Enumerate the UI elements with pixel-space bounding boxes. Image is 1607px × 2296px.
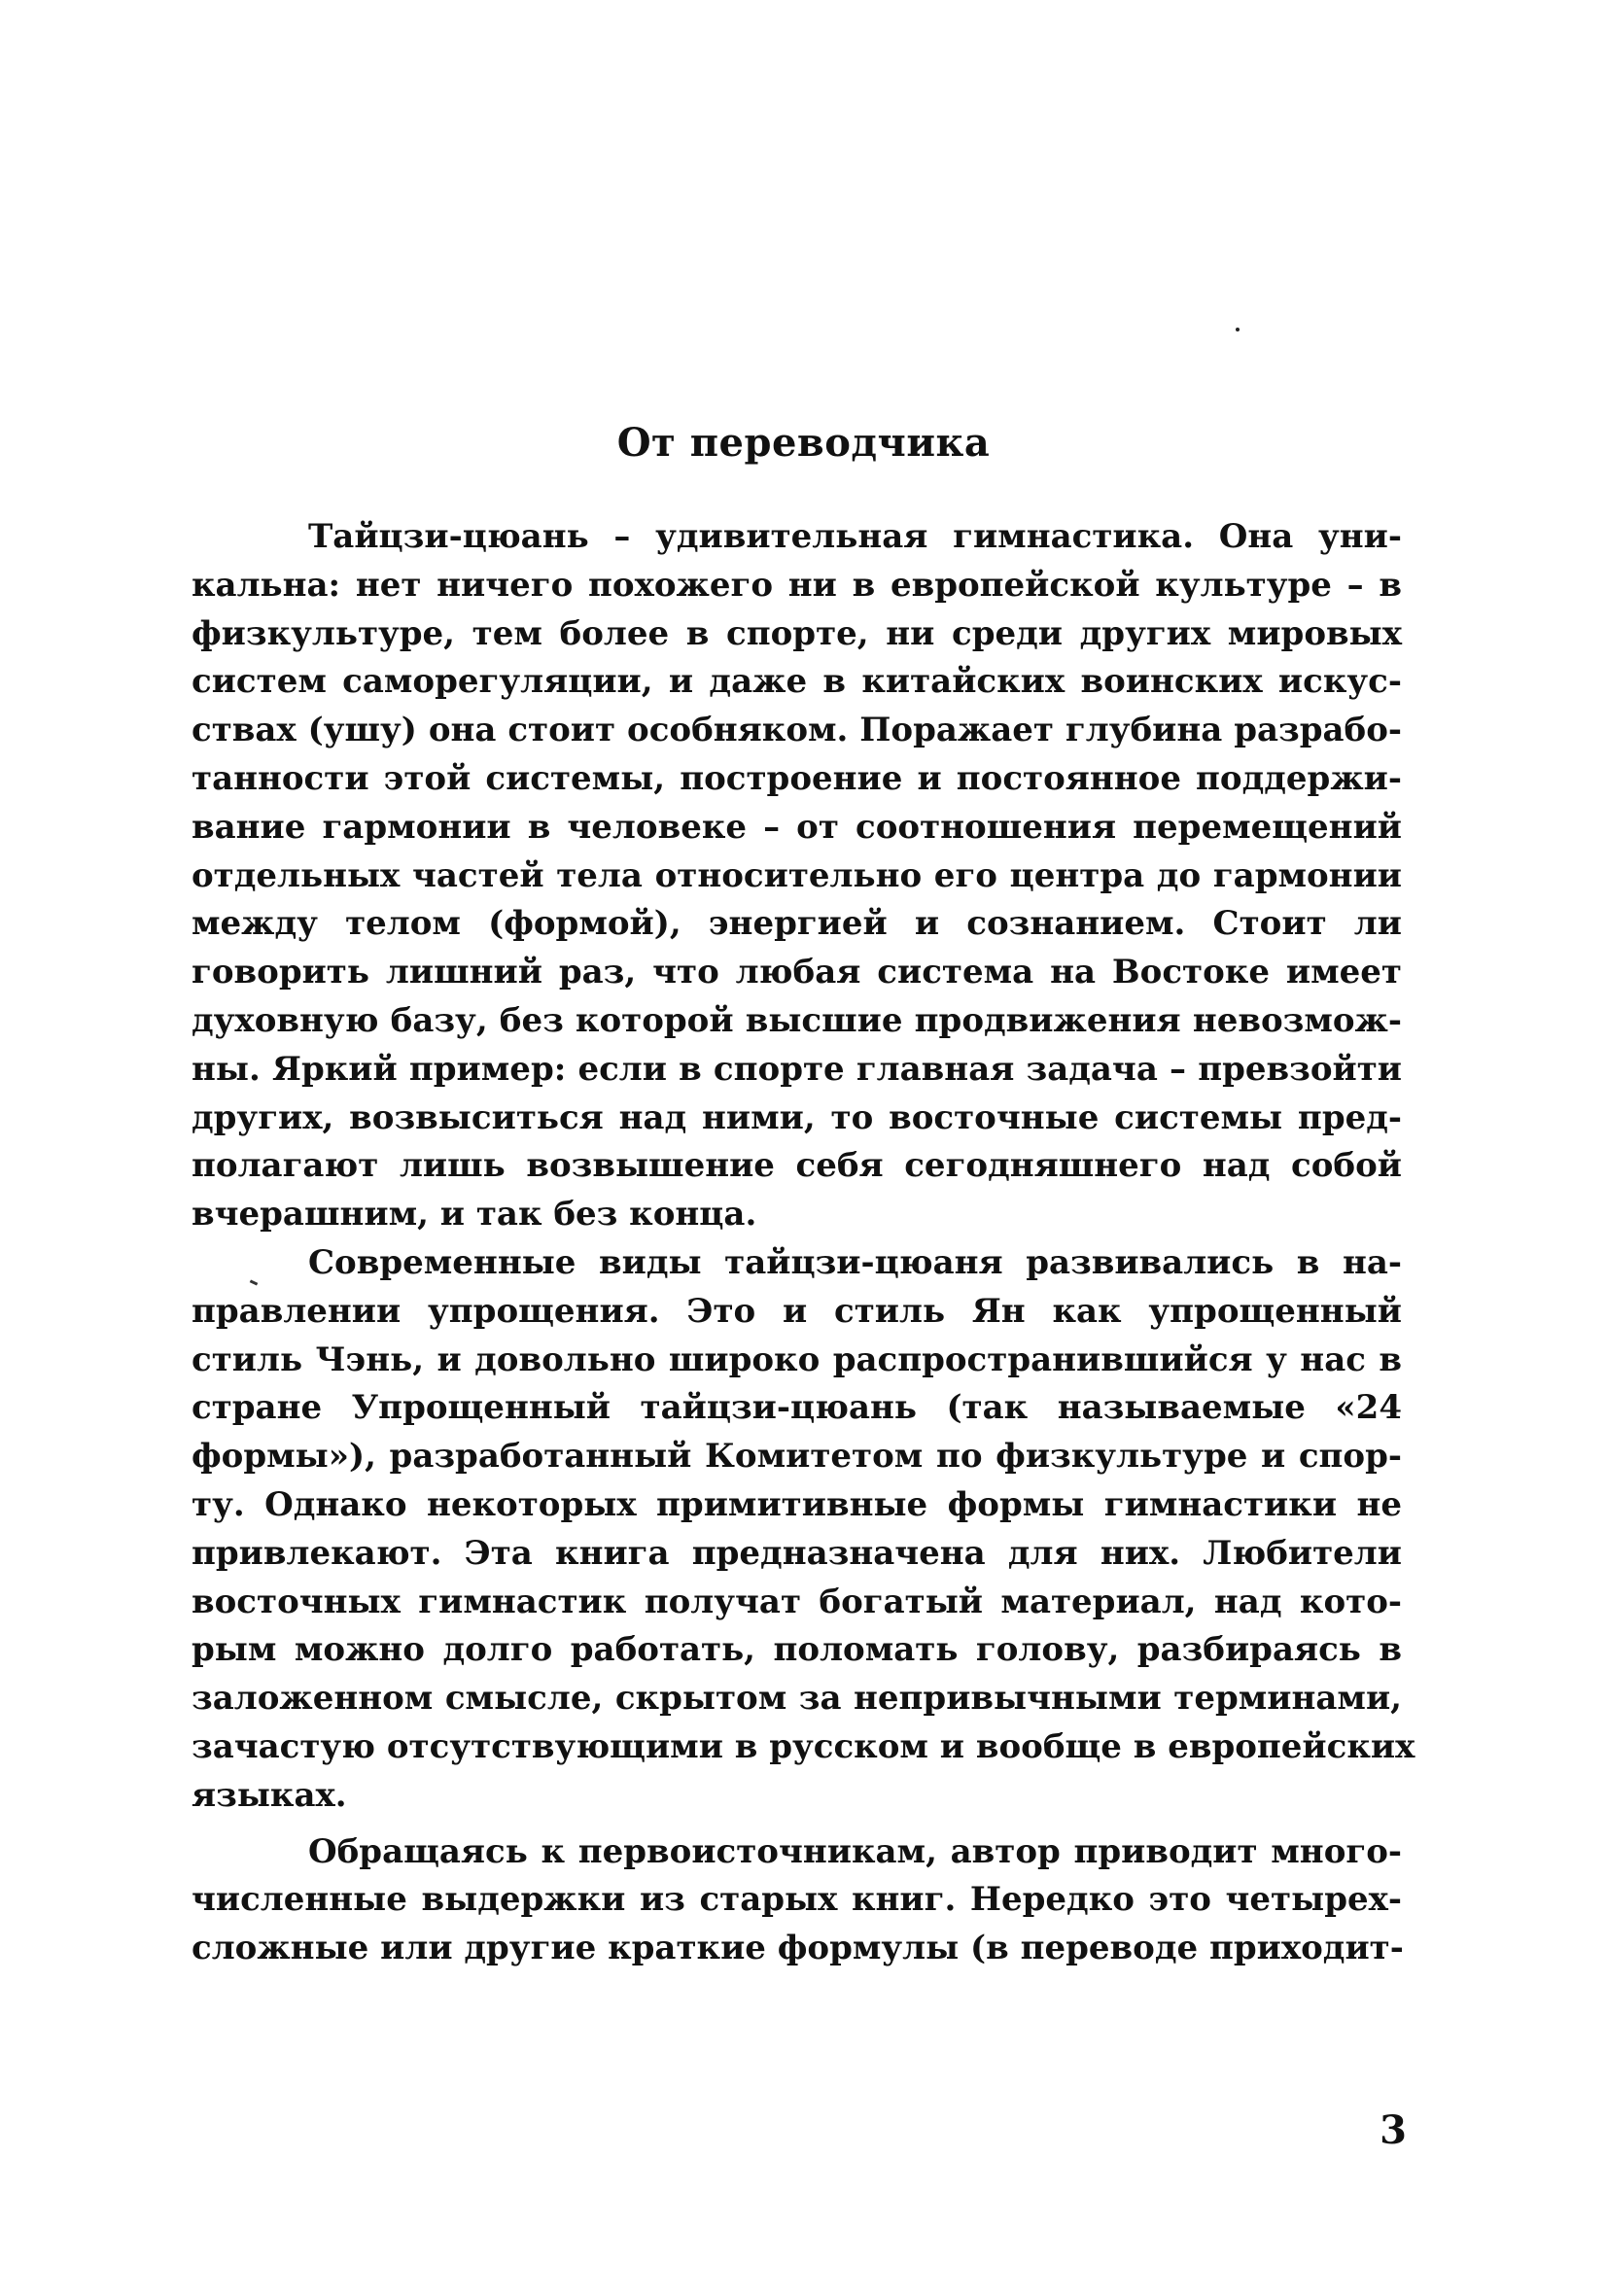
text-line: стране Упрощенный тайцзи-цюань (так называемые «24 [192, 1388, 1402, 1428]
text-line: Современные виды тайцзи-цюаня развивались в на- [308, 1242, 1402, 1282]
text-line: языках. [192, 1775, 347, 1815]
text-line: стиль Чэнь, и довольно широко распространившийся у нас в [192, 1339, 1402, 1379]
text-line: отдельных частей тела относительно его центра до гармонии [192, 855, 1402, 895]
text-line: зачастую отсутствующими в русском и вообще в европейских [192, 1726, 1415, 1766]
body-text [192, 513, 1415, 1973]
text-line: ствах (ушу) она стоит особняком. Поражает глубина разрабо- [192, 711, 1402, 750]
text-line: привлекают. Эта книга предназначена для них. Любители [192, 1533, 1402, 1573]
text-line: вчерашним, и так без конца. [192, 1195, 757, 1235]
text-line: Обращаясь к первоисточникам, автор приводит много- [308, 1831, 1402, 1871]
text-line: заложенном смысле, скрытом за непривычными терминами, [192, 1679, 1402, 1719]
text-line: ны. Яркий пример: если в спорте главная задача – превзойти [192, 1049, 1402, 1089]
text-line: правлении упрощения. Это и стиль Ян как упрощенный [192, 1291, 1402, 1331]
print-speck [1236, 328, 1240, 331]
text-line: кальна: нет ничего похожего ни в европейской культуре – в [192, 565, 1402, 605]
text-line: других, возвыситься над ними, то восточные системы пред- [192, 1097, 1402, 1137]
text-line: рым можно долго работать, поломать голову, разбираясь в [192, 1630, 1402, 1670]
text-line: говорить лишний раз, что любая система на Востоке имеет [192, 953, 1402, 992]
text-line: систем саморегуляции, и даже в китайских воинских искус- [192, 662, 1402, 702]
text-line: физкультуре, тем более в спорте, ни среди других мировых [192, 613, 1402, 653]
text-line: ту. Однако некоторых примитивные формы гимнастики не [192, 1484, 1402, 1524]
text-line: Тайцзи-цюань – удивительная гимнастика. Она уни- [308, 517, 1402, 556]
text-line: вание гармонии в человеке – от соотношения перемещений [192, 807, 1402, 847]
page-number: 3 [1380, 2107, 1407, 2153]
text-line: между телом (формой), энергией и сознанием. Стоит ли [192, 904, 1402, 944]
chapter-title: От переводчика [616, 420, 991, 466]
text-line: формы»), разработанный Комитетом по физкультуре и спор- [192, 1437, 1402, 1477]
text-line: численные выдержки из старых книг. Нередко это четырех- [192, 1880, 1402, 1920]
text-line: восточных гимнастик получат богатый материал, над кото- [192, 1582, 1402, 1621]
text-line: духовную базу, без которой высшие продвижения невозмож- [192, 1000, 1402, 1040]
text-line: сложные или другие краткие формулы (в переводе приходит- [192, 1929, 1404, 1968]
text-line: полагают лишь возвышение себя сегодняшнего над собой [192, 1146, 1402, 1186]
text-line: танности этой системы, построение и постоянное поддержи- [192, 758, 1402, 798]
